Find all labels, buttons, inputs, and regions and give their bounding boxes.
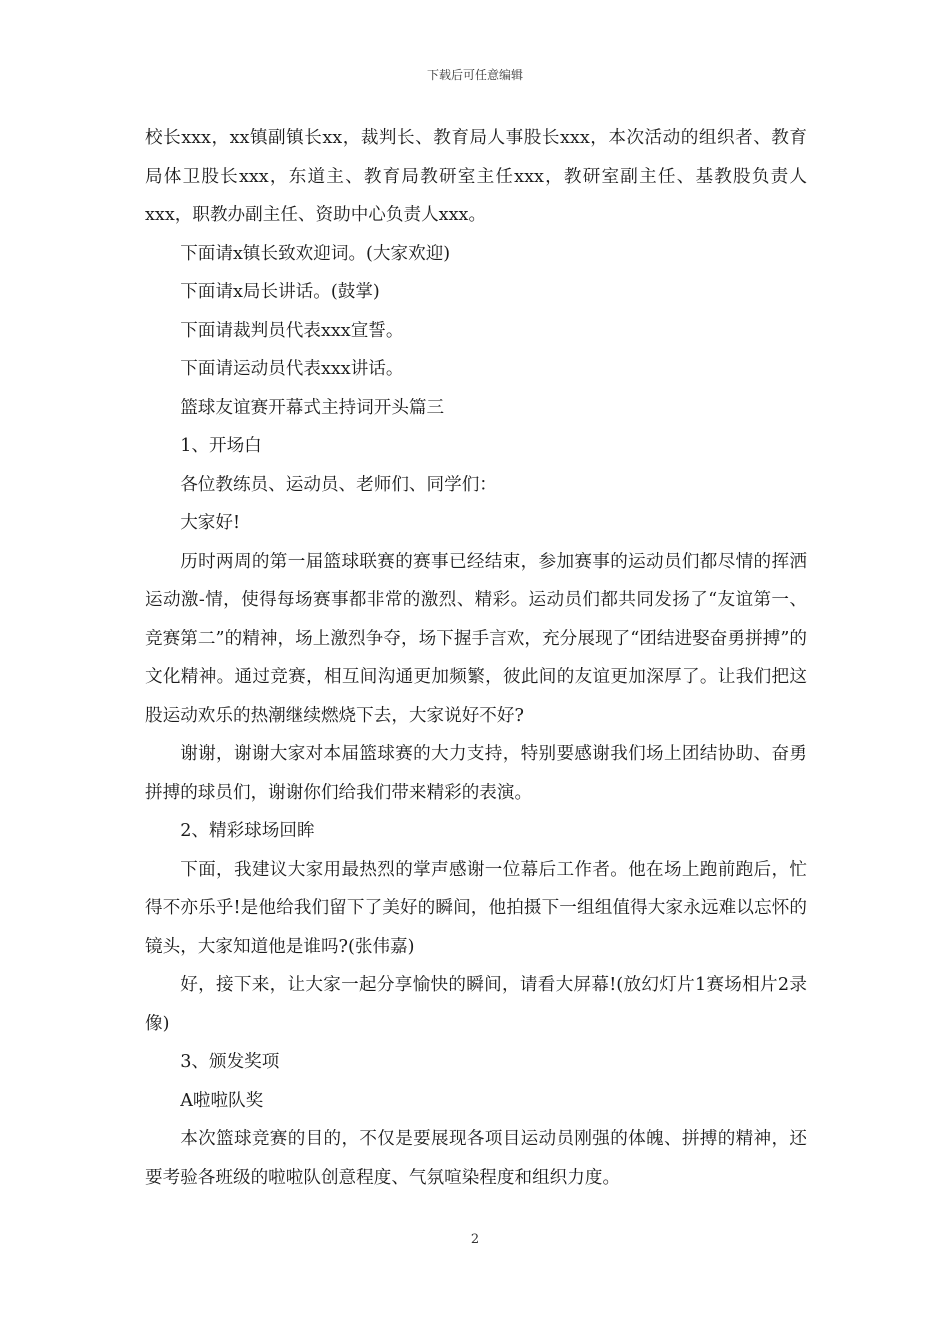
page-header: 下载后可任意编辑	[426, 68, 523, 82]
paragraph-slideshow: 好，接下来，让大家一起分享愉快的瞬间，请看大屏幕!(放幻灯片1赛场相片2录像)	[145, 975, 807, 1034]
subheading-cheerleading-award: A啦啦队奖	[180, 1090, 264, 1111]
paragraph-director-speech: 下面请x局长讲话。(鼓掌)	[180, 282, 380, 302]
paragraph-guest-list: 校长xxx，xx镇副镇长xx，裁判长、教育局人事股长xxx，本次活动的组织者、教育局体卫股长xxx，东道主、教育局教研室主任xxx，教研室副主任、基教股负责人xxx，职教办副主任、资助中心负责人xxx。	[145, 128, 807, 225]
paragraph-salutation: 各位教练员、运动员、老师们、同学们：	[180, 474, 497, 495]
section-title: 篮球友谊赛开幕式主持词开头篇三	[180, 397, 445, 418]
subheading-opening: 1、开场白	[180, 436, 262, 456]
paragraph-welcome-speech: 下面请x镇长致欢迎词。(大家欢迎)	[180, 243, 451, 264]
paragraph-competition-purpose: 本次篮球竞赛的目的，不仅是要展现各项目运动员刚强的体魄、拼搏的精神，还要考验各班级的啦啦队创意程度、气氛喧染程度和组织力度。	[145, 1129, 807, 1188]
paragraph-league-summary: 历时两周的第一届篮球联赛的赛事已经结束，参加赛事的运动员们都尽情的挥洒运动激-情，使得每场赛事都非常的激烈、精彩。运动员们都共同发扬了“友谊第一、竞赛第二”的精神，场上激烈争夺，场下握手言欢，充分展现了“团结进娶奋勇拼搏”的文化精神。通过竞赛，相互间沟通更加频繁，彼此间的友谊更加深厚了。让我们把这股运动欢乐的热潮继续燃烧下去，大家说好不好?	[145, 551, 807, 726]
document-body	[145, 119, 807, 1197]
paragraph-athlete-speech: 下面请运动员代表xxx讲话。	[180, 359, 404, 379]
paragraph-photographer: 下面，我建议大家用最热烈的掌声感谢一位幕后工作者。他在场上跑前跑后，忙得不亦乐乎!是他给我们留下了美好的瞬间，他拍摄下一组组值得大家永远难以忘怀的镜头，大家知道他是谁吗?(张伟嘉)	[145, 859, 807, 957]
subheading-review: 2、精彩球场回眸	[180, 821, 315, 841]
paragraph-referee-oath: 下面请裁判员代表xxx宣誓。	[180, 320, 404, 341]
paragraph-thanks: 谢谢，谢谢大家对本届篮球赛的大力支持，特别要感谢我们场上团结协助、奋勇拼搏的球员们，谢谢你们给我们带来精彩的表演。	[145, 744, 807, 803]
subheading-awards: 3、颁发奖项	[180, 1052, 280, 1072]
page-number: 2	[470, 1232, 480, 1247]
paragraph-greeting: 大家好!	[180, 513, 241, 533]
